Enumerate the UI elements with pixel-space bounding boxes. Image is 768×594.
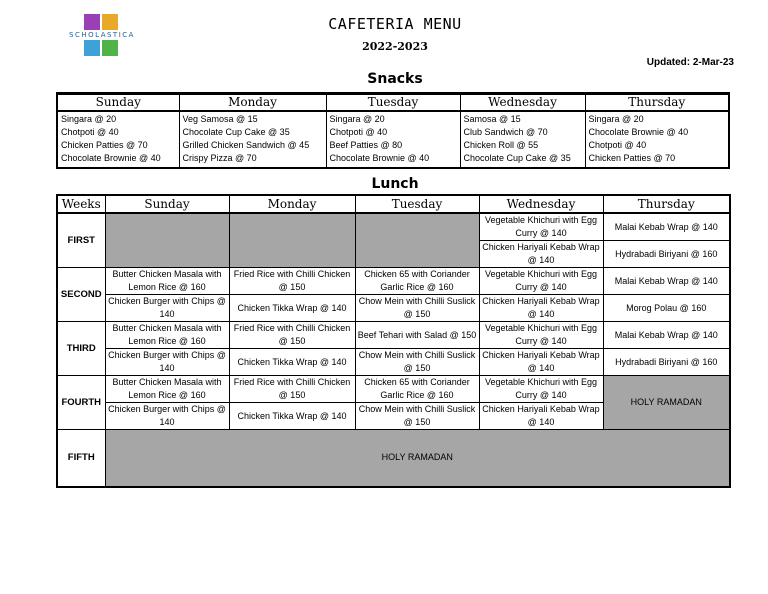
empty-cell bbox=[355, 213, 479, 268]
snacks-day-header: Tuesday bbox=[326, 94, 460, 111]
lunch-row-fourth-a bbox=[57, 376, 730, 403]
empty-cell bbox=[105, 213, 229, 268]
snack-item: Beef Patties @ 80 bbox=[329, 140, 403, 151]
snack-item: Chicken Roll @ 55 bbox=[463, 140, 539, 151]
menu-item: Chicken Hariyali Kebab Wrap @ 140 bbox=[479, 403, 603, 430]
snack-item: Chotpoti @ 40 bbox=[329, 126, 388, 137]
snack-item: Chocolate Brownie @ 40 bbox=[588, 126, 689, 137]
menu-item: Butter Chicken Masala with Lemon Rice @ 160 bbox=[105, 268, 229, 295]
lunch-header-row bbox=[57, 195, 730, 213]
lunch-row-first-a bbox=[57, 213, 730, 241]
lunch-header-thursday: Thursday bbox=[603, 195, 730, 213]
snack-item: Chocolate Brownie @ 40 bbox=[329, 153, 430, 164]
empty-cell bbox=[229, 213, 355, 268]
menu-item: Morog Polau @ 160 bbox=[603, 295, 730, 322]
menu-item: Chicken Hariyali Kebab Wrap @ 140 bbox=[479, 295, 603, 322]
menu-item: Fried Rice with Chilli Chicken @ 150 bbox=[229, 268, 355, 295]
week-label: SECOND bbox=[57, 268, 105, 322]
lunch-header-tuesday: Tuesday bbox=[355, 195, 479, 213]
menu-item: Vegetable Khichuri with Egg Curry @ 140 bbox=[479, 322, 603, 349]
snack-item: Singara @ 20 bbox=[588, 113, 644, 124]
snack-item: Crispy Pizza @ 70 bbox=[182, 153, 257, 164]
menu-item: Fried Rice with Chilli Chicken @ 150 bbox=[229, 322, 355, 349]
menu-item: Vegetable Khichuri with Egg Curry @ 140 bbox=[479, 376, 603, 403]
snack-item: Chotpoti @ 40 bbox=[61, 126, 119, 137]
snacks-header-row bbox=[57, 94, 729, 111]
menu-item: Chicken Hariyali Kebab Wrap @ 140 bbox=[479, 241, 603, 268]
snacks-cell-wednesday bbox=[460, 111, 585, 168]
menu-item: Chicken 65 with Coriander Garlic Rice @ 160 bbox=[355, 376, 479, 403]
week-label: FOURTH bbox=[57, 376, 105, 430]
snack-item: Veg Samosa @ 15 bbox=[182, 113, 258, 124]
snack-item: Chocolate Cup Cake @ 35 bbox=[463, 153, 571, 164]
lunch-table bbox=[56, 194, 731, 488]
logo-text: SCHOLASTICA bbox=[69, 31, 135, 39]
snacks-title: Snacks bbox=[367, 71, 423, 87]
lunch-row-third-a bbox=[57, 322, 730, 349]
menu-item: Chicken Tikka Wrap @ 140 bbox=[229, 403, 355, 430]
menu-item: Chicken Burger with Chips @ 140 bbox=[105, 295, 229, 322]
week-label: FIFTH bbox=[57, 430, 105, 487]
holy-ramadan-cell: HOLY RAMADAN bbox=[105, 430, 730, 487]
lunch-row-second-a bbox=[57, 268, 730, 295]
snack-item: Chicken Patties @ 70 bbox=[588, 153, 676, 164]
menu-item: Chow Mein with Chilli Suslick @ 150 bbox=[355, 403, 479, 430]
lunch-row-second-b bbox=[57, 295, 730, 322]
academic-year: 2022-2023 bbox=[362, 40, 428, 53]
lunch-row-fifth bbox=[57, 430, 730, 487]
snacks-items-row bbox=[57, 111, 729, 168]
menu-item: Butter Chicken Masala with Lemon Rice @ 160 bbox=[105, 322, 229, 349]
menu-item: Chicken 65 with Coriander Garlic Rice @ 160 bbox=[355, 268, 479, 295]
lunch-title: Lunch bbox=[371, 176, 419, 192]
menu-item: Malai Kebab Wrap @ 140 bbox=[603, 322, 730, 349]
menu-item: Vegetable Khichuri with Egg Curry @ 140 bbox=[479, 213, 603, 241]
page-title: CAFETERIA MENU bbox=[328, 15, 462, 33]
snacks-day-header: Sunday bbox=[57, 94, 179, 111]
snack-item: Singara @ 20 bbox=[329, 113, 385, 124]
menu-item: Butter Chicken Masala with Lemon Rice @ 160 bbox=[105, 376, 229, 403]
menu-item: Chow Mein with Chilli Suslick @ 150 bbox=[355, 295, 479, 322]
menu-item: Beef Tehari with Salad @ 150 bbox=[355, 322, 479, 349]
snack-item: Chocolate Brownie @ 40 bbox=[61, 153, 161, 164]
menu-item: Chow Mein with Chilli Suslick @ 150 bbox=[355, 349, 479, 376]
lunch-header-wednesday: Wednesday bbox=[479, 195, 603, 213]
menu-item: Fried Rice with Chilli Chicken @ 150 bbox=[229, 376, 355, 403]
menu-item: Hydrabadi Biriyani @ 160 bbox=[603, 241, 730, 268]
week-label: THIRD bbox=[57, 322, 105, 376]
lunch-header-weeks: Weeks bbox=[57, 195, 105, 213]
snack-item: Chocolate Cup Cake @ 35 bbox=[182, 126, 290, 137]
snack-item: Grilled Chicken Sandwich @ 45 bbox=[182, 140, 310, 151]
menu-item: Chicken Burger with Chips @ 140 bbox=[105, 403, 229, 430]
snacks-cell-monday bbox=[179, 111, 326, 168]
snack-item: Singara @ 20 bbox=[61, 113, 117, 124]
holy-ramadan-cell: HOLY RAMADAN bbox=[603, 376, 730, 430]
menu-item: Chicken Burger with Chips @ 140 bbox=[105, 349, 229, 376]
menu-item: Chicken Tikka Wrap @ 140 bbox=[229, 349, 355, 376]
snacks-cell-sunday bbox=[57, 111, 179, 168]
snacks-day-header: Monday bbox=[179, 94, 326, 111]
snack-item: Chicken Patties @ 70 bbox=[61, 140, 148, 151]
snacks-day-header: Wednesday bbox=[460, 94, 585, 111]
snack-item: Samosa @ 15 bbox=[463, 113, 521, 124]
menu-item: Chicken Hariyali Kebab Wrap @ 140 bbox=[479, 349, 603, 376]
menu-item: Hydrabadi Biriyani @ 160 bbox=[603, 349, 730, 376]
menu-item: Malai Kebab Wrap @ 140 bbox=[603, 268, 730, 295]
snack-item: Chotpoti @ 40 bbox=[588, 140, 647, 151]
snacks-day-header: Thursday bbox=[585, 94, 729, 111]
lunch-row-third-b bbox=[57, 349, 730, 376]
lunch-header-monday: Monday bbox=[229, 195, 355, 213]
lunch-header-sunday: Sunday bbox=[105, 195, 229, 213]
week-label: FIRST bbox=[57, 213, 105, 268]
menu-item: Malai Kebab Wrap @ 140 bbox=[603, 213, 730, 241]
snacks-cell-thursday bbox=[585, 111, 729, 168]
menu-item: Vegetable Khichuri with Egg Curry @ 140 bbox=[479, 268, 603, 295]
snacks-cell-tuesday bbox=[326, 111, 460, 168]
snack-item: Club Sandwich @ 70 bbox=[463, 126, 548, 137]
updated-date: Updated: 2-Mar-23 bbox=[646, 57, 734, 68]
snacks-table bbox=[56, 92, 730, 169]
menu-item: Chicken Tikka Wrap @ 140 bbox=[229, 295, 355, 322]
